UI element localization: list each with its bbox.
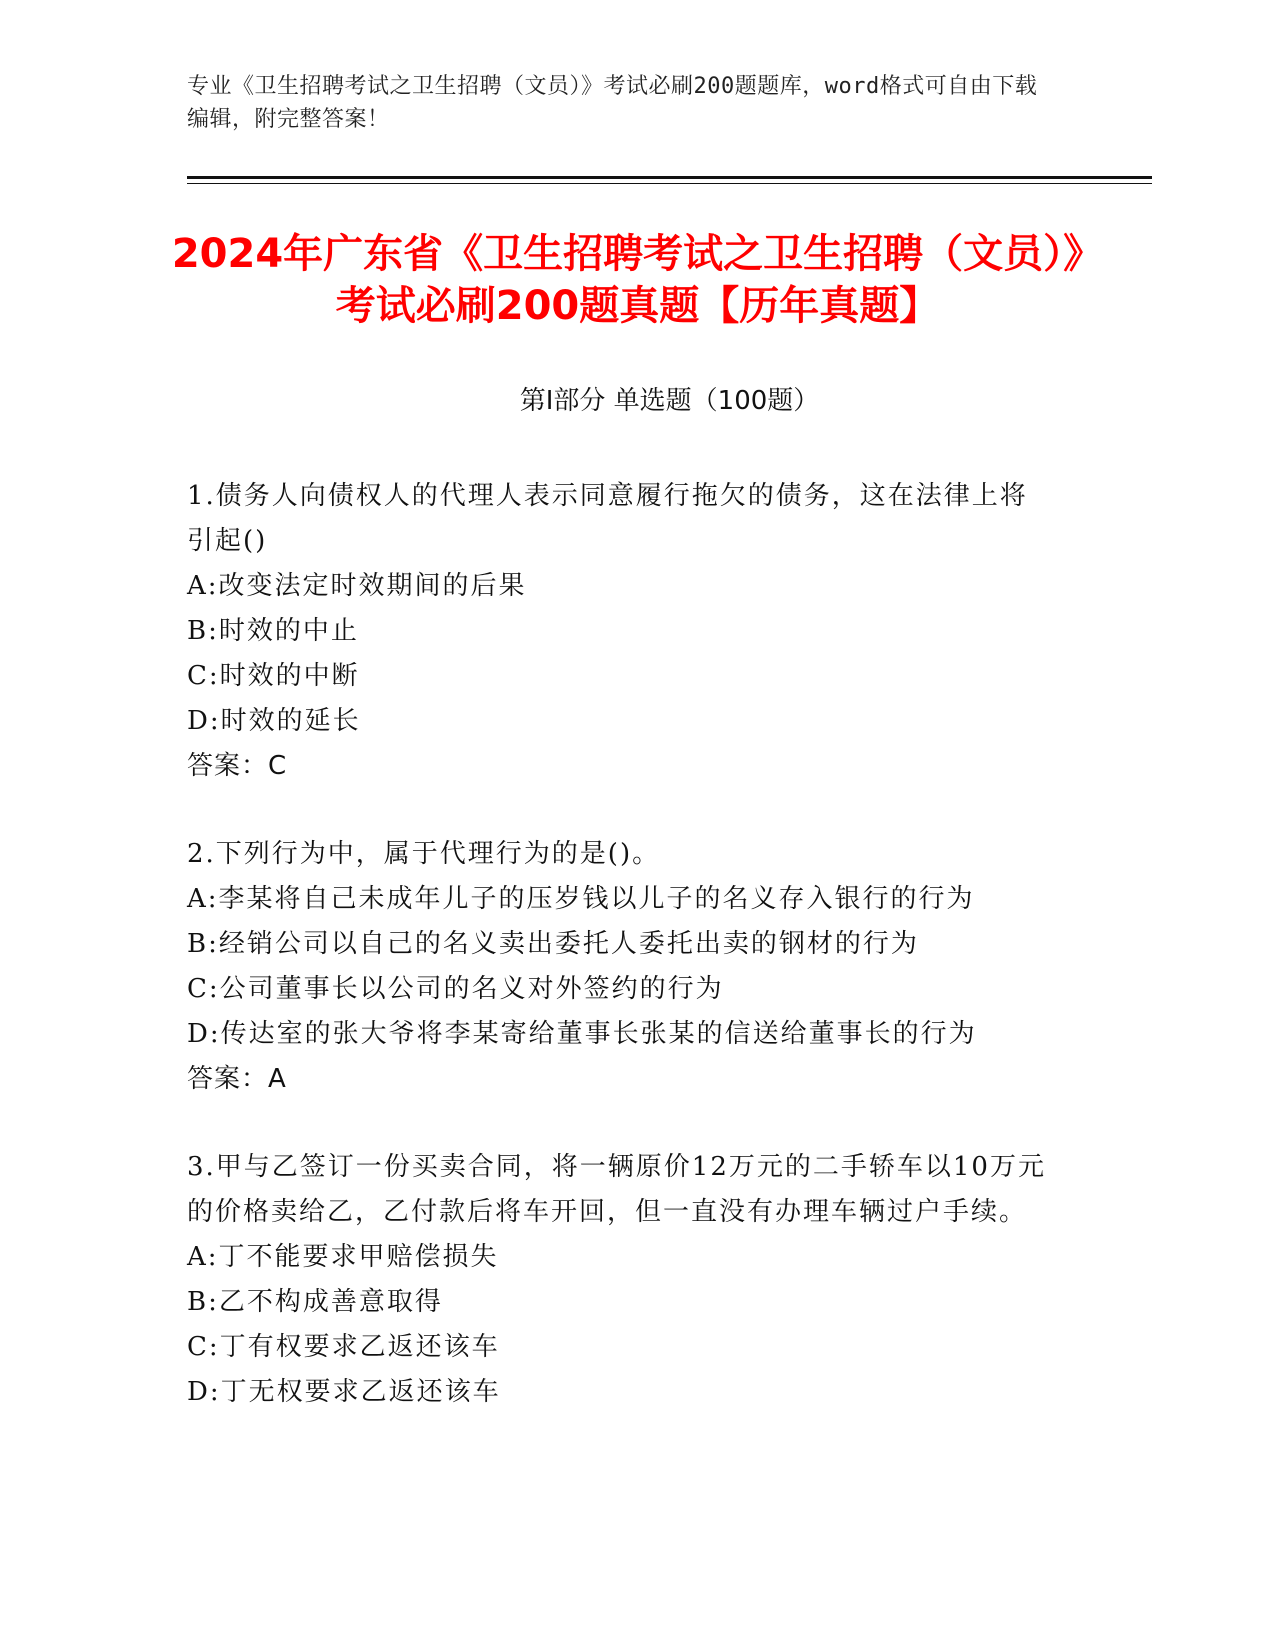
- option-d: D:时效的延长: [187, 706, 361, 736]
- section-title: 第I部分 单选题（100题）: [519, 386, 820, 416]
- option-d: D:传达室的张大爷将李某寄给董事长张某的信送给董事长的行为: [187, 1019, 977, 1049]
- option-a: A:李某将自己未成年儿子的压岁钱以儿子的名义存入银行的行为: [187, 884, 975, 914]
- option-b: B:时效的中止: [187, 616, 359, 646]
- option-a: A:丁不能要求甲赔偿损失: [187, 1242, 499, 1272]
- answer: 答案：C: [187, 751, 288, 781]
- option-d: D:丁无权要求乙返还该车: [187, 1377, 501, 1407]
- header-divider-thick: [187, 176, 1152, 179]
- document-title: 2024年广东省《卫生招聘考试之卫生招聘（文员）》考试必刷200题真题【历年真题】: [171, 231, 1104, 329]
- question-stem: 2.下列行为中，属于代理行为的是()。: [187, 839, 661, 869]
- answer: 答案：A: [187, 1064, 287, 1094]
- option-c: C:丁有权要求乙返还该车: [187, 1332, 500, 1362]
- question-stem: 1.债务人向债权人的代理人表示同意履行拖欠的债务，这在法律上将引起(): [187, 481, 1028, 556]
- option-b: B:经销公司以自己的名义卖出委托人委托出卖的钢材的行为: [187, 929, 919, 959]
- option-b: B:乙不构成善意取得: [187, 1287, 443, 1317]
- header-divider-thin: [187, 183, 1152, 184]
- question-1: [187, 474, 1047, 789]
- question-2: [187, 832, 1047, 1102]
- question-3: [187, 1145, 1047, 1415]
- question-list: [187, 474, 1047, 1458]
- option-c: C:公司董事长以公司的名义对外签约的行为: [187, 974, 724, 1004]
- option-c: C:时效的中断: [187, 661, 360, 691]
- option-a: A:改变法定时效期间的后果: [187, 571, 527, 601]
- question-stem: 3.甲与乙签订一份买卖合同，将一辆原价12万元的二手轿车以10万元的价格卖给乙，乙付款后将车开回，但一直没有办理车辆过户手续。: [187, 1152, 1046, 1227]
- header-note: 专业《卫生招聘考试之卫生招聘（文员）》考试必刷200题题库，word格式可自由下载编辑，附完整答案！: [187, 74, 1038, 132]
